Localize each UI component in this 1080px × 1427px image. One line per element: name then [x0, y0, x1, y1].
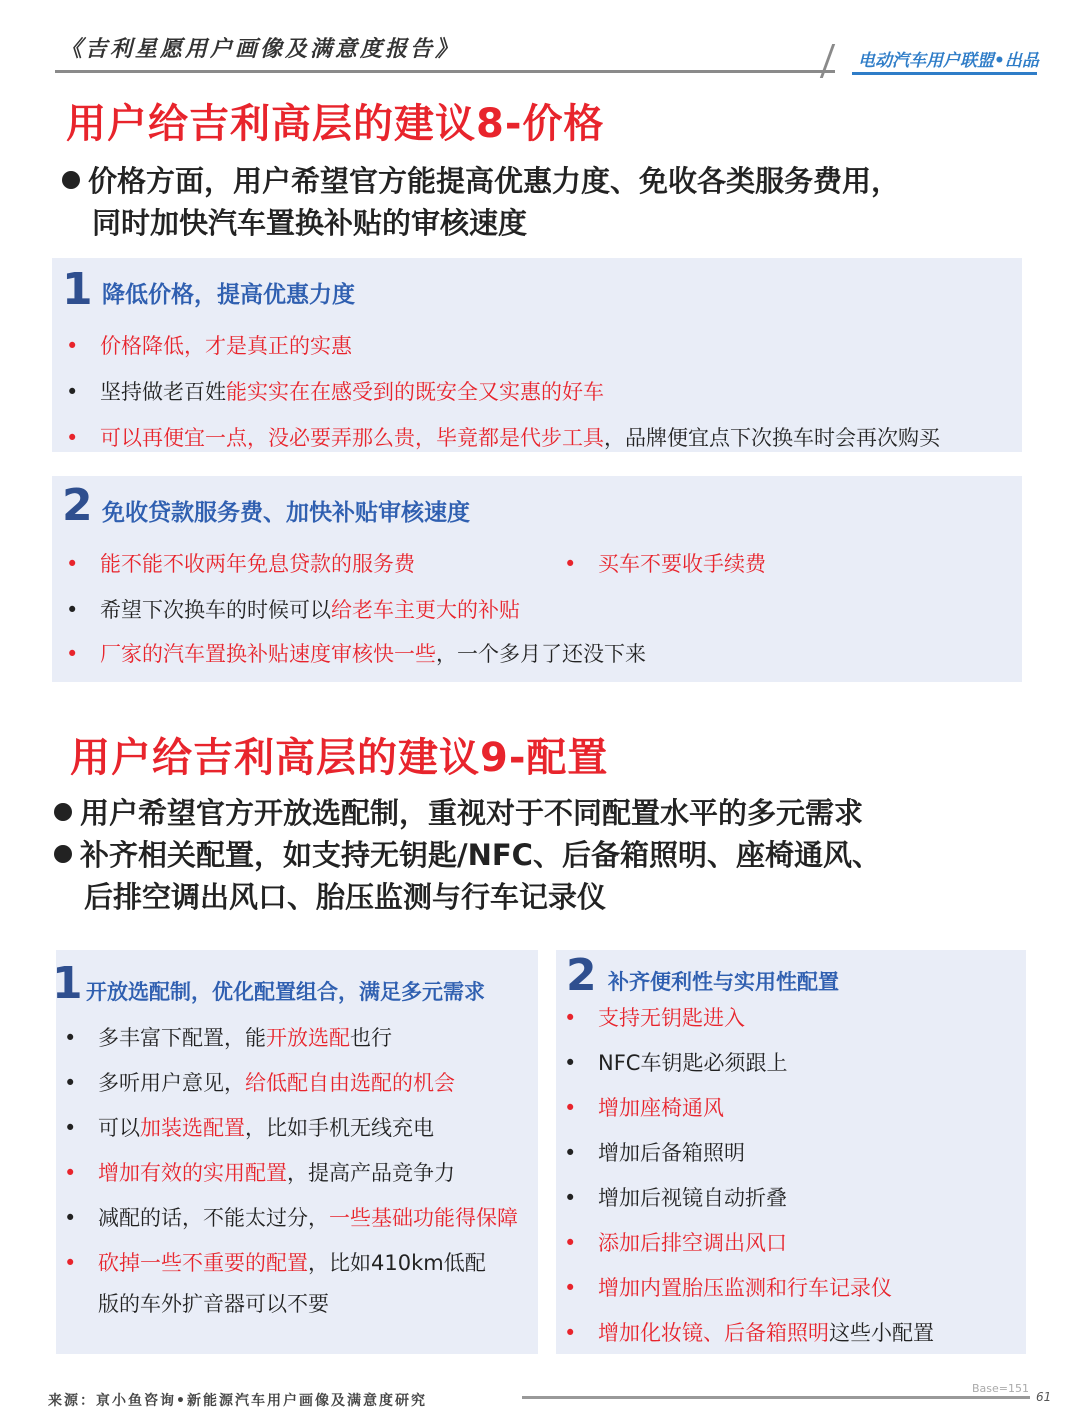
list-item: • 多听用户意见，给低配自由选配的机会	[64, 1071, 455, 1095]
section9-intro: 用户希望官方开放选配制，重视对于不同配置水平的多元需求 补齐相关配置，如支持无钥匙/NFC、后备箱照明、座椅通风、 后排空调出风口、胎压监测与行车记录仪	[54, 792, 1064, 918]
bullet-dot-icon	[54, 845, 72, 863]
section8-title: 用户给吉利高层的建议8-价格	[66, 101, 605, 147]
bullet-icon: •	[564, 1276, 577, 1300]
list-item: • 增加后视镜自动折叠	[564, 1186, 787, 1210]
bullet-icon: •	[564, 1141, 577, 1165]
list-item: • 价格降低，才是真正的实惠	[66, 334, 352, 358]
list-item: • 增加后备箱照明	[564, 1141, 745, 1165]
panel-heading: 补齐便利性与实用性配置	[608, 970, 839, 994]
price-panel-1	[52, 258, 1022, 452]
page-number: 61	[1036, 1390, 1052, 1404]
list-item: • 坚持做老百姓能实实在在感受到的既安全又实惠的好车	[66, 380, 604, 404]
list-item: • NFC车钥匙必须跟上	[564, 1051, 788, 1075]
list-item: • 可以加装选配置，比如手机无线充电	[64, 1116, 434, 1140]
list-item: • 能不能不收两年免息贷款的服务费	[66, 552, 415, 576]
list-item: • 支持无钥匙进入	[564, 1006, 745, 1030]
bullet-dot-icon	[54, 803, 72, 821]
list-item: • 砍掉一些不重要的配置，比如410km低配	[64, 1251, 486, 1275]
panel-number: 2	[62, 480, 93, 531]
list-item: • 多丰富下配置，能开放选配也行	[64, 1026, 392, 1050]
list-item: • 厂家的汽车置换补贴速度审核快一些，一个多月了还没下来	[66, 642, 646, 666]
section9-title: 用户给吉利高层的建议9-配置	[70, 735, 609, 781]
bullet-icon: •	[564, 1051, 577, 1075]
brand-underline	[852, 72, 1037, 75]
bullet-icon: •	[564, 1096, 577, 1120]
list-item: • 可以再便宜一点，没必要弄那么贵，毕竟都是代步工具，品牌便宜点下次换车时会再次购买	[66, 426, 940, 450]
brand-label: 电动汽车用户联盟•出品	[858, 51, 1039, 71]
bullet-icon: •	[564, 1186, 577, 1210]
base-label: Base=151	[972, 1382, 1029, 1395]
list-item: • 增加化妆镜、后备箱照明这些小配置	[564, 1321, 934, 1345]
bullet-icon: •	[564, 1006, 577, 1030]
bullet-icon: •	[564, 1321, 577, 1345]
source-note: 来源：亰小鱼咨询•新能源汽车用户画像及满意度研究	[48, 1393, 427, 1409]
list-item: • 添加后排空调出风口	[564, 1231, 787, 1255]
panel-number: 1	[52, 958, 83, 1009]
footer-divider	[522, 1396, 1030, 1399]
list-item: • 减配的话，不能太过分，一些基础功能得保障	[64, 1206, 518, 1230]
list-item: • 增加座椅通风	[564, 1096, 724, 1120]
list-item: • 增加内置胎压监测和行车记录仪	[564, 1276, 892, 1300]
list-item: • 买车不要收手续费	[564, 552, 766, 576]
panel-heading: 免收贷款服务费、加快补贴审核速度	[102, 500, 470, 526]
config-panel-1	[52, 950, 538, 1354]
section8-intro: 价格方面，用户希望官方能提高优惠力度、免收各类服务费用， 同时加快汽车置换补贴的审核速度	[62, 160, 1062, 244]
report-title: 《吉利星愿用户画像及满意度报告》	[60, 37, 461, 62]
panel-number: 1	[62, 264, 93, 315]
header-divider	[55, 70, 835, 73]
panel-heading: 开放选配制，优化配置组合，满足多元需求	[86, 980, 485, 1004]
bullet-dot-icon	[62, 171, 80, 189]
list-item-continuation: 版的车外扩音器可以不要	[98, 1292, 329, 1316]
list-item: • 希望下次换车的时候可以给老车主更大的补贴	[66, 598, 520, 622]
panel-heading: 降低价格，提高优惠力度	[102, 282, 355, 308]
bullet-icon: •	[564, 1231, 577, 1255]
panel-number: 2	[566, 950, 597, 1001]
price-panel-2	[52, 476, 1022, 682]
list-item: • 增加有效的实用配置，提高产品竞争力	[64, 1161, 455, 1185]
config-panel-2	[556, 950, 1026, 1354]
